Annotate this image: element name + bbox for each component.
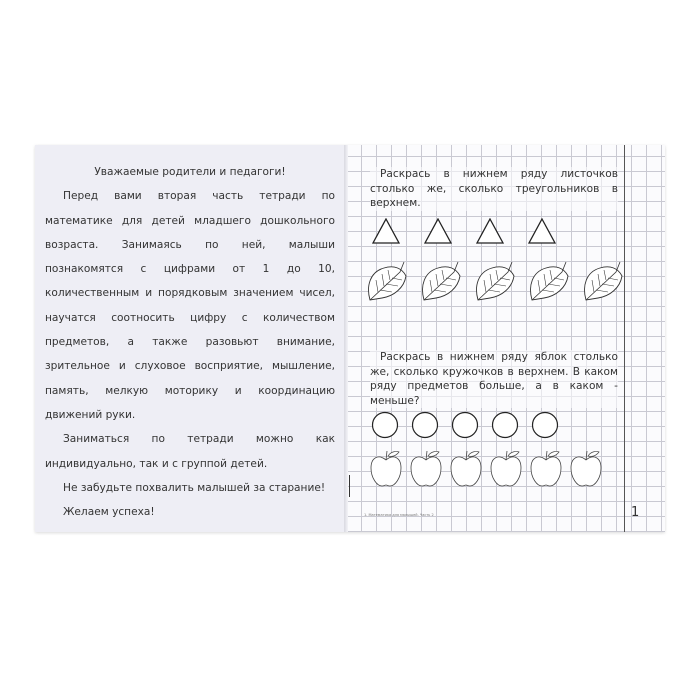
left-page [35,145,346,532]
apple-icon [409,448,443,488]
task-1-text: Раскрась в нижнем ряду листочков столько же, сколько треугольников в верхнем. [370,168,618,209]
circle-icon [451,411,479,439]
leaf-icon [366,258,408,304]
leaf-icon [582,258,624,304]
circles-row [371,411,559,439]
intro-paragraph: Перед вами вторая часть тетради по математике для детей младшего дошкольного возраста. Занимаясь по ней, малыши познакомятся с цифрами от 1 до 10, количественным и порядковым значением чисел, научатся соотносить цифру с количеством предметов, а также разовьют внимание, зрительное и слуховое восприятие, мышление, память, мелкую моторику и координацию движений руки. [45,190,335,421]
page-footer: 1. Математика для малышей. Часть 2 [364,513,434,517]
apple-icon [449,448,483,488]
triangle-icon [476,218,504,244]
leaf-icon [474,258,516,304]
circle-icon [491,411,519,439]
leaf-icon [420,258,462,304]
apple-icon [569,448,603,488]
intro-paragraph: Желаем успеха! [63,506,155,519]
right-page [346,145,665,532]
intro-paragraph: Не забудьте похвалить малышей за старание! [63,481,326,494]
book-gutter [344,145,348,532]
apple-icon [489,448,523,488]
intro-text [45,160,335,524]
leaf-icon [528,258,570,304]
circle-icon [411,411,439,439]
triangles-row [372,218,556,244]
circle-icon [531,411,559,439]
leaves-row [366,258,624,304]
task-2-text: Раскрась в нижнем ряду яблок столько же, сколько кружочков в верхнем. В каком ряду предметов больше, а в каком - меньше? [370,351,618,407]
edge-mark [349,475,350,497]
triangle-icon [372,218,400,244]
apple-icon [369,448,403,488]
circle-icon [371,411,399,439]
margin-line [624,145,625,532]
intro-title: Уважаемые родители и педагоги! [94,166,286,178]
page-number: 1 [631,505,640,520]
intro-paragraph: Заниматься по тетради можно как индивидуально, так и с группой детей. [45,433,335,470]
triangle-icon [424,218,452,244]
apple-icon [529,448,563,488]
book-spread [35,145,665,532]
apples-row [369,448,603,488]
triangle-icon [528,218,556,244]
